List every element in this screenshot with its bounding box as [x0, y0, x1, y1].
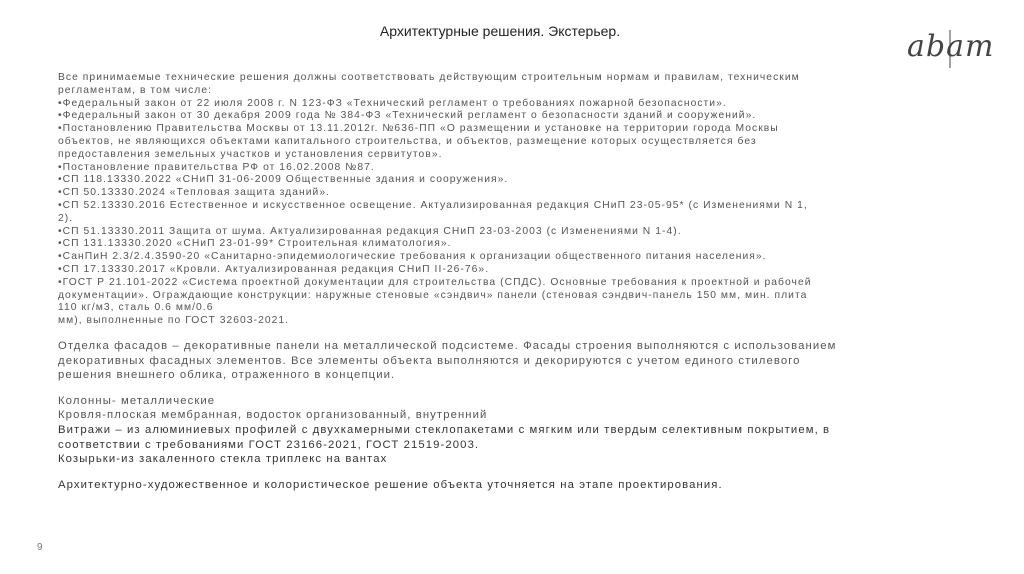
svg-text:abam: abam — [907, 29, 995, 64]
columns-line: Колонны- металлические — [58, 394, 216, 407]
document-body — [58, 72, 978, 492]
roof-line: Кровля-плоская мембранная, водосток организованный, внутренний — [58, 409, 488, 422]
page-number: 9 — [37, 542, 43, 553]
regulation-item: •СанПиН 2.3/2.4.3590-20 «Санитарно-эпидемиологические требования к организации общественного питания населения». — [58, 251, 767, 263]
regulation-item: •ГОСТ Р 21.101-2022 «Система проектной документации для строительства (СПДС). Основные требования к проектной и рабочей документации». Ограждающие конструкции: наружные стеновые «сэндвич» панели (стеновая сэндвич-панель 150 мм, мин. плита 110 кг/м3, сталь 0.6 мм/0.6 мм), выполненные по ГОСТ 32603-2021. — [58, 276, 812, 327]
facade-paragraph: Отделка фасадов – декоративные панели на металлической подсистеме. Фасады строения выполняются с использованием декоративных фасадных элементов. Все элементы объекта выполняются и декорируются с учетом единого стилевого решения внешнего облика, отраженного в концепции. — [58, 339, 837, 382]
regulation-item: •Федеральный закон от 30 декабря 2009 года № 384-ФЗ «Технический регламент о безопасности зданий и сооружений». — [58, 110, 757, 122]
canopies-line: Козырьки-из закаленного стекла триплекс на вантах — [58, 453, 388, 466]
intro-paragraph: Все принимаемые технические решения должны соответствовать действующим строительным нормам и правилам, техническим регламентам, в том числе: — [58, 72, 800, 96]
regulation-item: •Постановлению Правительства Москвы от 13.11.2012г. №636-ПП «О размещении и установке на территории города Москвы объектов, не являющихся объектами капитального строительства, и объектов, размещение которых осуществляется без предоставления земельных участков и установления сервитутов». — [58, 123, 779, 160]
regulation-item: •Федеральный закон от 22 июля 2008 г. N 123-ФЗ «Технический регламент о требованиях пожарной безопасности». — [58, 97, 727, 109]
stained-glass-line: Витражи – из алюминиевых профилей с двухкамерными стеклопакетами с мягким или твердым селективным покрытием, в соответствии с требованиями ГОСТ 23166-2021, ГОСТ 21519-2003. — [58, 423, 831, 451]
regulation-item: •СП 118.13330.2022 «СНиП 31-06-2009 Общественные здания и сооружения». — [58, 174, 509, 186]
regulation-item: •СП 51.13330.2011 Защита от шума. Актуализированная редакция СНиП 23-03-2003 (с Изменениями N 1-4). — [58, 225, 682, 237]
brand-logo — [903, 16, 998, 72]
regulation-item: •СП 52.13330.2016 Естественное и искусственное освещение. Актуализированная редакция СНиП 23-05-95* (с Изменениями N 1, 2). — [58, 199, 808, 224]
final-note: Архитектурно-художественное и колористическое решение объекта уточняется на этапе проектирования. — [58, 478, 723, 491]
regulation-item: •СП 50.13330.2024 «Тепловая защита зданий». — [58, 187, 331, 199]
page-title: Архитектурные решения. Экстерьер. — [379, 23, 621, 39]
regulation-item: •СП 131.13330.2020 «СНиП 23-01-99* Строительная климатология». — [58, 238, 452, 250]
regulation-item: •СП 17.13330.2017 «Кровли. Актуализированная редакция СНиП II-26-76». — [58, 263, 490, 275]
regulation-item: •Постановление правительства РФ от 16.02.2008 №87. — [58, 161, 375, 173]
